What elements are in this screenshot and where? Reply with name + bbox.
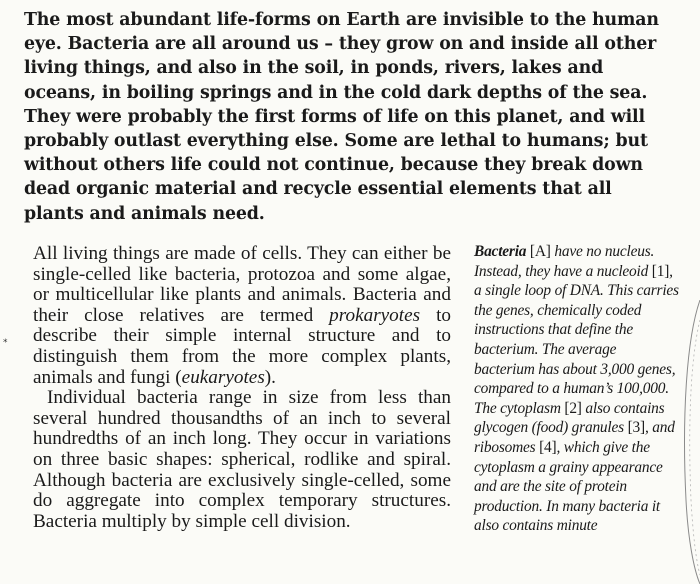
caption-ref-1: [1] bbox=[651, 262, 670, 280]
caption-ref-2: [2] bbox=[564, 399, 582, 417]
body-p1-text-a: All living things are made of cells. They can either be single-celled like bacteria, protozoa and some algae, or multicellular like plants and animals. Bacteria and their close relatives are termed bbox=[33, 243, 451, 326]
caption-text-3: also contains glycogen (food) granules bbox=[474, 399, 665, 437]
illustration-edge bbox=[680, 300, 700, 584]
caption-ref-4: [4] bbox=[539, 438, 557, 456]
body-paragraph-2: Individual bacteria range in size from less than several hundred thousandths of an inch to several hundredths of an inch long. They occur in variations on three basic shapes: spherical, rodlike and spiral. Although bacteria are exclusively single-celled, some do aggregate into complex temporary structures. Bacteria multiply by simple cell division. bbox=[33, 387, 451, 532]
caption-text-5: , which give the cytoplasm a grainy appearance and are the site of protein production. In many bacteria it also contains minute bbox=[474, 438, 663, 535]
caption-ref-a: [A] bbox=[526, 243, 551, 260]
caption-text-4: , and ribosomes bbox=[474, 419, 675, 456]
sidebar-caption bbox=[474, 242, 680, 536]
body-paragraph-1 bbox=[33, 244, 451, 388]
main-body-column bbox=[33, 244, 451, 532]
term-eukaryotes: eukaryotes bbox=[181, 366, 265, 388]
caption-text-2: , a single loop of DNA. This carries the genes, chemically coded instructions that define the bacterium. The average bacterium has about 3,000 genes, compared to a human’s 100,000. The cytoplasm bbox=[474, 262, 679, 417]
caption-text-1: have no nucleus. Instead, they have a nucleoid bbox=[474, 243, 655, 280]
margin-mark: * bbox=[3, 338, 8, 348]
term-prokaryotes: prokaryotes bbox=[329, 304, 421, 326]
body-p1-text-b: to describe their simple internal structure and to distinguish them from the more complex plants, animals and fungi ( bbox=[33, 304, 451, 388]
caption-term-bacteria: Bacteria bbox=[474, 243, 527, 260]
body-p1-text-c: ). bbox=[264, 366, 276, 388]
intro-paragraph: The most abundant life-forms on Earth are invisible to the human eye. Bacteria are all around us – they grow on and inside all other living things, and also in the soil, in ponds, rivers, lakes and oceans, in boiling springs and in the cold dark depths of the sea. They were probably the first forms of life on this planet, and will probably outlast everything else. Some are lethal to humans; but without others life could not continue, because they break down dead organic material and recycle essential elements that all plants and animals need. bbox=[24, 10, 659, 224]
caption-ref-3: [3] bbox=[627, 419, 645, 437]
